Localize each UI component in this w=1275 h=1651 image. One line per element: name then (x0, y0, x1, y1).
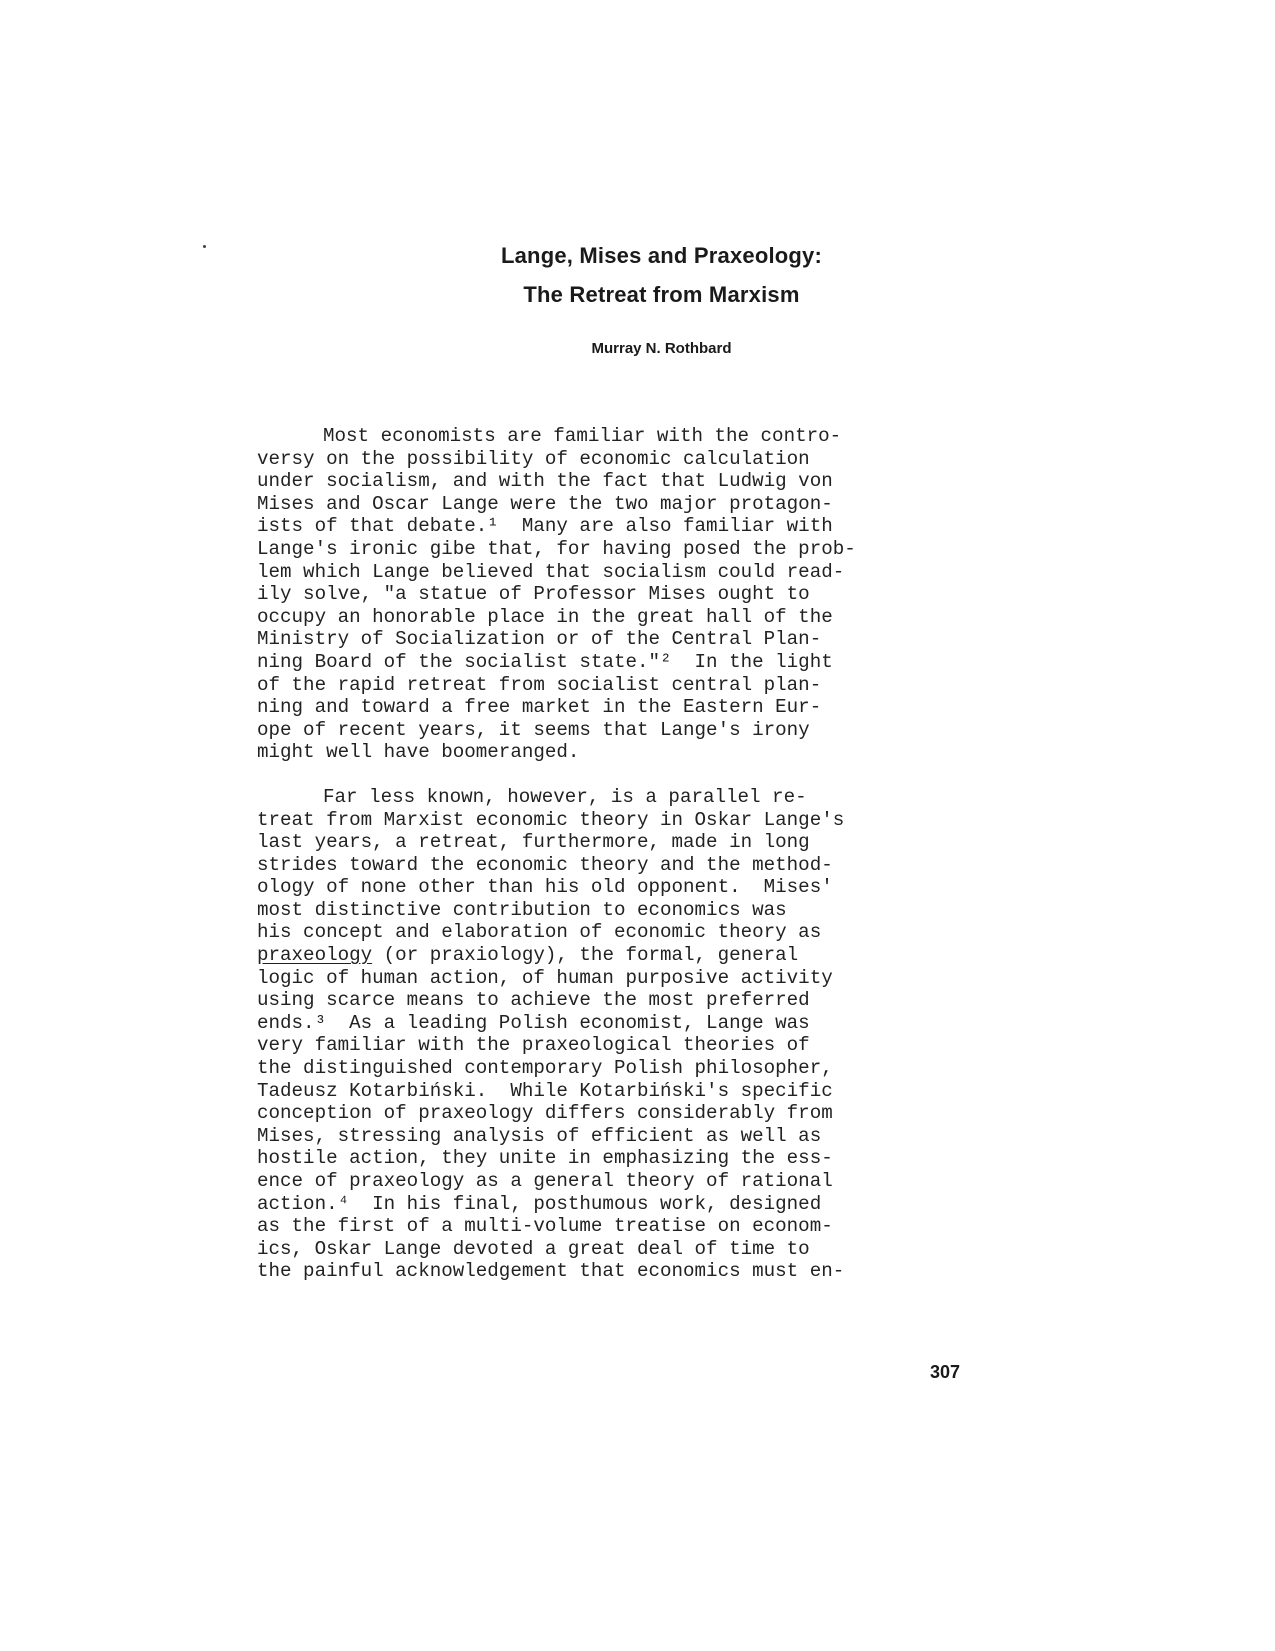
text-line: ists of that debate.¹ Many are also familiar with (257, 515, 833, 538)
text-fragment: (or praxiology), the formal, general (372, 944, 799, 967)
paragraph-gap (257, 764, 957, 786)
page-number: 307 (929, 1362, 960, 1382)
text-line: using scarce means to achieve the most preferred (257, 989, 810, 1012)
text-line: last years, a retreat, furthermore, made in long (257, 831, 810, 854)
text-line: ics, Oskar Lange devoted a great deal of time to (257, 1237, 810, 1260)
article-title-line-1: Lange, Mises and Praxeology: (500, 243, 823, 268)
text-line: Tadeusz Kotarbiński. While Kotarbiński's specific (257, 1079, 833, 1102)
text-line: very familiar with the praxeological theories of (257, 1034, 810, 1057)
text-line: occupy an honorable place in the great hall of the (257, 605, 833, 628)
text-line: ning and toward a free market in the Eastern Eur- (257, 696, 822, 719)
text-line: ology of none other than his old opponent. Mises' (257, 876, 833, 899)
text-line: lem which Lange believed that socialism could read- (257, 560, 845, 583)
text-line: of the rapid retreat from socialist central plan- (257, 673, 822, 696)
text-line: ope of recent years, it seems that Lange's irony (257, 718, 810, 741)
underlined-term: praxeology (257, 944, 373, 967)
article-author: Murray N. Rothbard (591, 340, 732, 357)
text-line: most distinctive contribution to economics was (257, 898, 787, 921)
text-line: Far less known, however, is a parallel re- (323, 785, 807, 808)
text-line: ence of praxeology as a general theory of rational (257, 1170, 833, 1192)
text-line: Most economists are familiar with the contro- (323, 425, 842, 447)
text-line: logic of human action, of human purposive activity (257, 966, 833, 989)
text-line-underlined-term (257, 944, 957, 967)
text-line: his concept and elaboration of economic theory as (257, 921, 822, 944)
article-title-line-2: The Retreat from Marxism (523, 282, 800, 307)
paragraph-1 (257, 425, 957, 764)
text-line: as the first of a multi-volume treatise on econom- (257, 1215, 833, 1238)
text-line: action.⁴ In his final, posthumous work, designed (257, 1192, 822, 1215)
text-line: treat from Marxist economic theory in Oskar Lange's (257, 808, 845, 831)
text-line: versy on the possibility of economic calculation (257, 447, 810, 470)
paragraph-2 (257, 786, 957, 1283)
text-line: might well have boomeranged. (257, 741, 580, 764)
text-line: under socialism, and with the fact that Ludwig von (257, 470, 833, 493)
text-line: hostile action, they unite in emphasizing the ess- (257, 1147, 833, 1170)
text-line: ning Board of the socialist state."² In the light (257, 650, 833, 673)
text-line: Mises, stressing analysis of efficient as well as (257, 1124, 822, 1147)
text-line: the painful acknowledgement that economics must en- (257, 1260, 845, 1283)
text-line: Lange's ironic gibe that, for having posed the prob- (257, 537, 856, 560)
text-line: Mises and Oscar Lange were the two major protagon- (257, 492, 833, 515)
text-line: ily solve, "a statue of Professor Mises ought to (257, 583, 810, 606)
text-line: the distinguished contemporary Polish philosopher, (257, 1057, 833, 1080)
text-line: Ministry of Socialization or of the Central Plan- (257, 628, 822, 651)
article-body (257, 425, 957, 1283)
text-line: ends.³ As a leading Polish economist, Lange was (257, 1011, 810, 1034)
text-line: strides toward the economic theory and the method- (257, 853, 833, 876)
text-line: conception of praxeology differs considerably from (257, 1102, 833, 1125)
